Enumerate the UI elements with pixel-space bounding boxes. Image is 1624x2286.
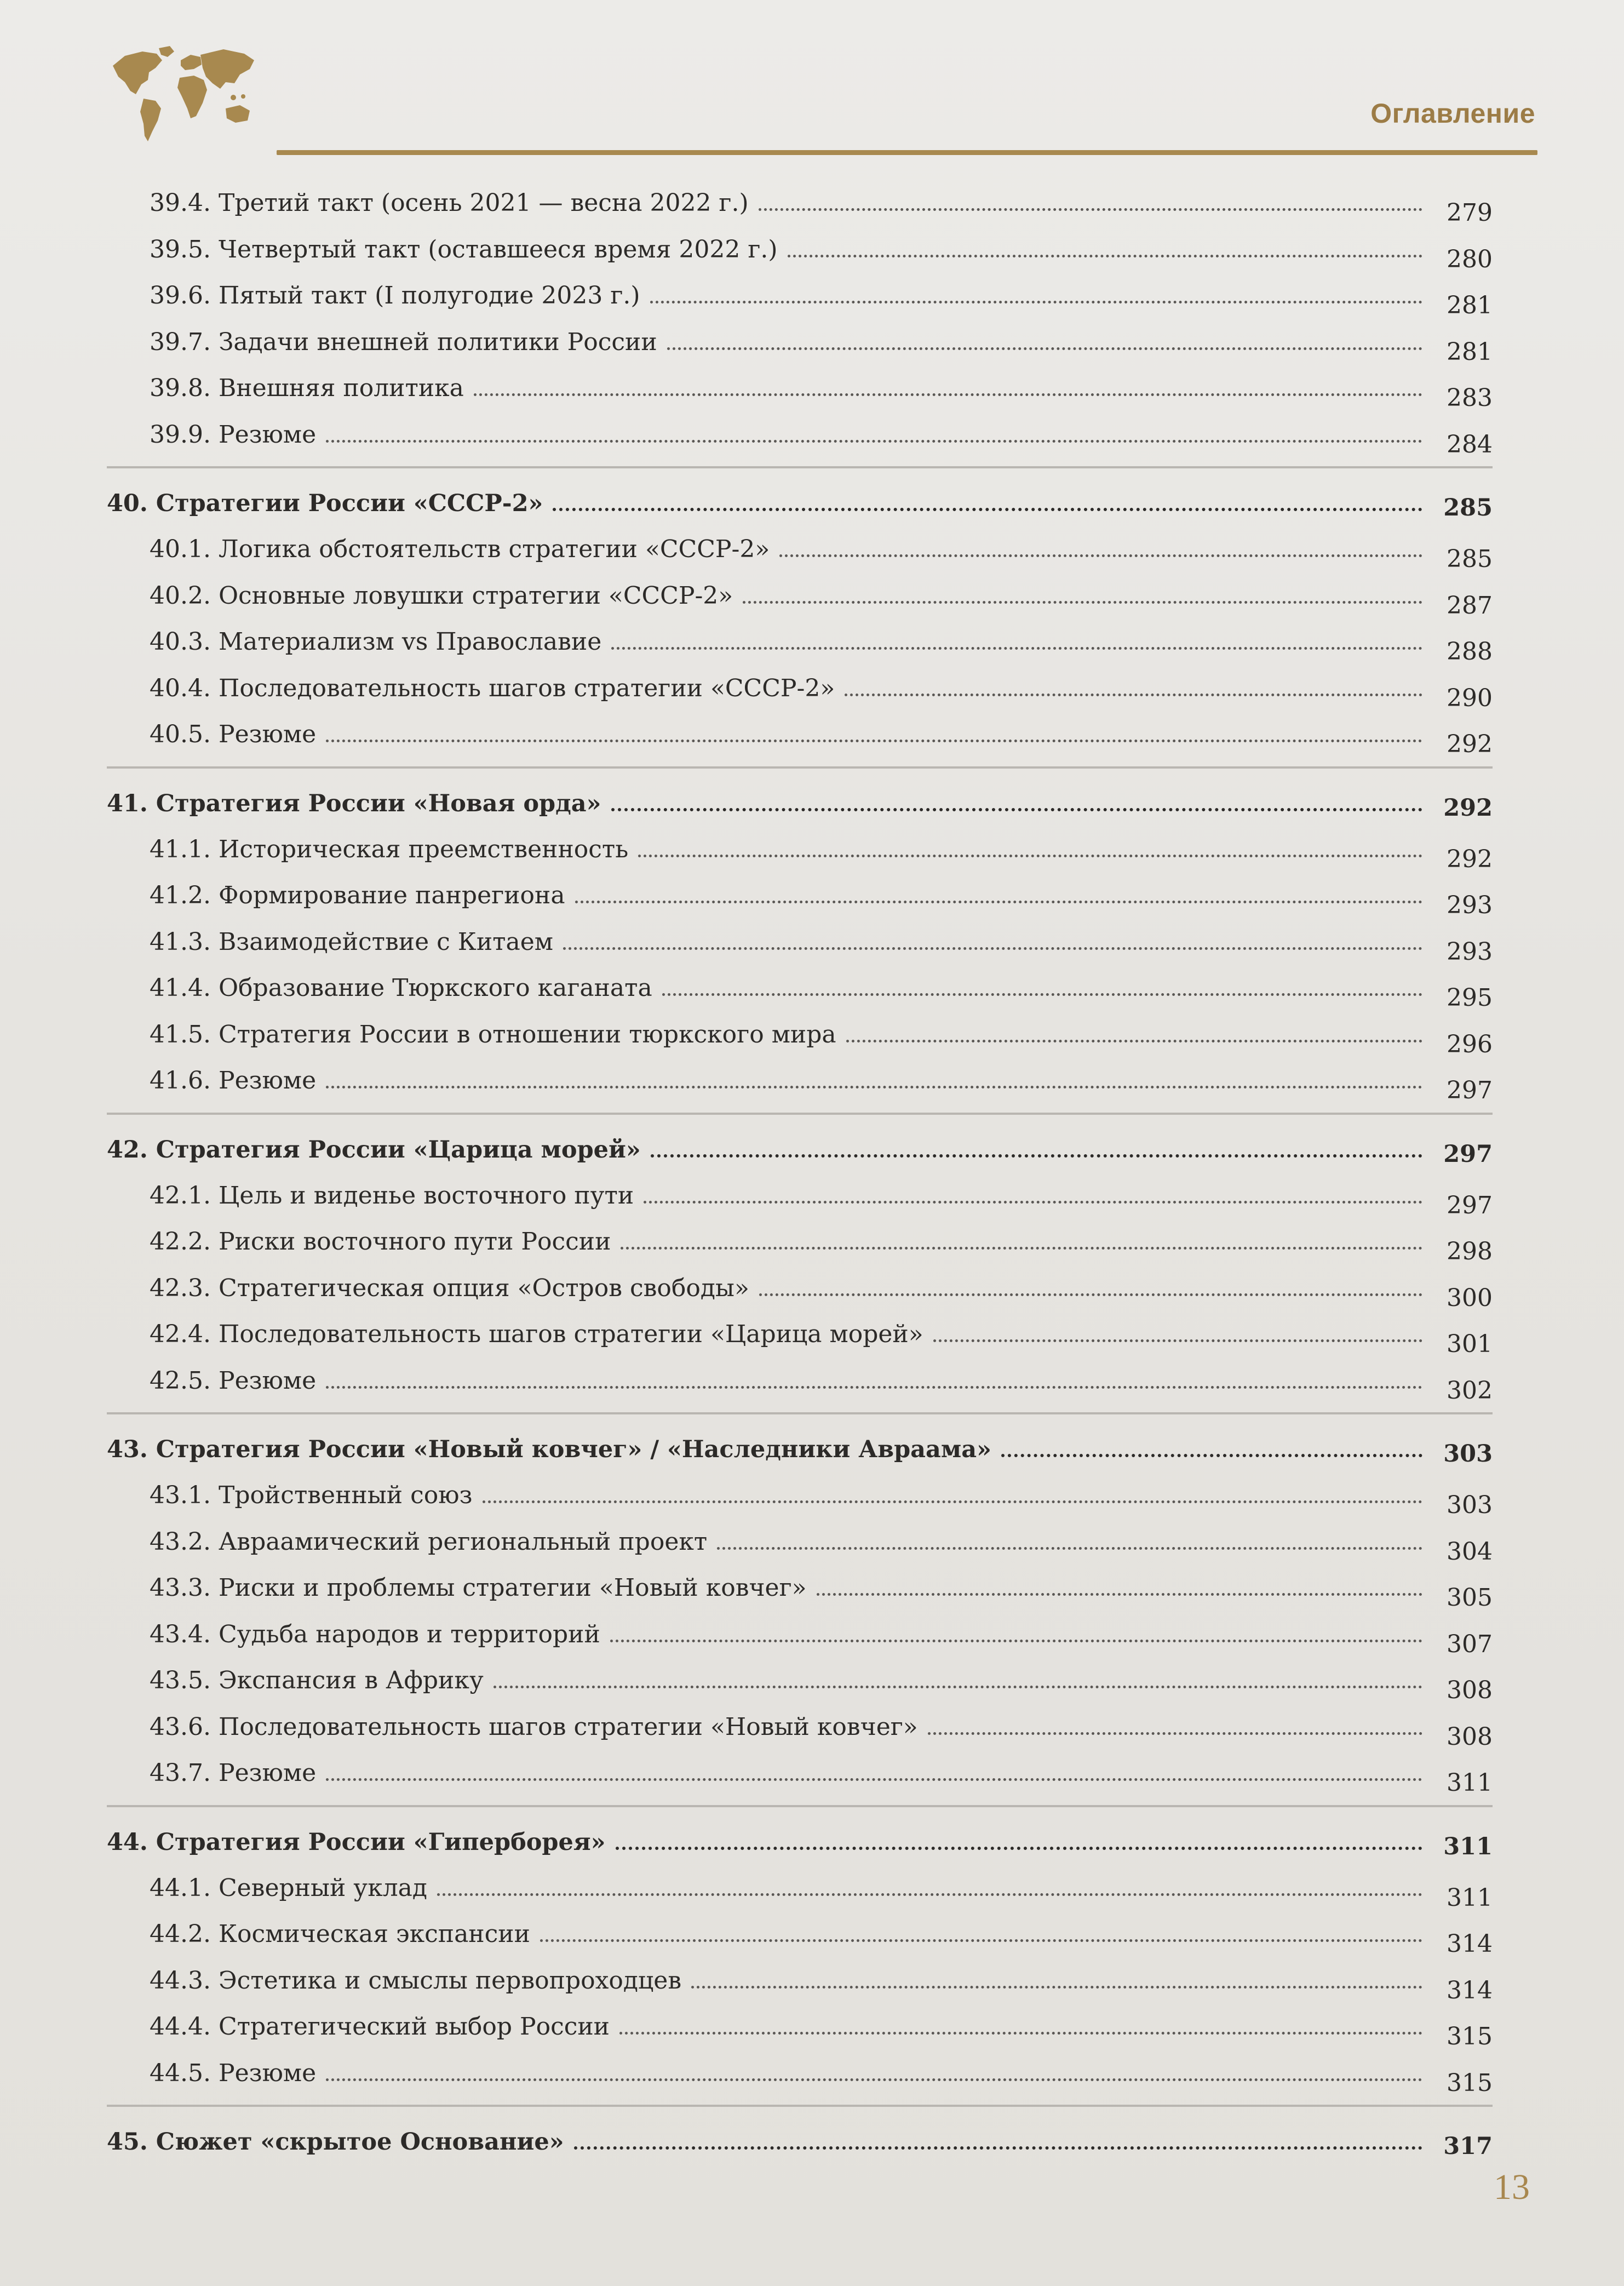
toc-page-number: 281 (1447, 337, 1493, 366)
toc-page-number: 295 (1447, 984, 1493, 1012)
toc-page-number: 303 (1443, 1440, 1493, 1468)
dot-leader (437, 1893, 1422, 1896)
toc-entry-number: 41.5. (150, 1020, 211, 1049)
toc-page-number: 298 (1447, 1237, 1493, 1265)
toc-section-row (107, 1359, 1493, 1405)
toc-entry-number: 44.1. (150, 1874, 211, 1902)
toc-page-number: 315 (1447, 2023, 1493, 2050)
toc-section-row (107, 181, 1493, 227)
section-title: Оглавление (1370, 98, 1535, 129)
toc-entry-text: Внешняя политика (218, 374, 464, 402)
toc-entry-number: 41.4. (150, 974, 211, 1002)
toc-entry-text: Историческая преемственность (218, 835, 629, 863)
toc-page-number: 308 (1447, 1676, 1493, 1704)
toc-entry-text: Судьба народов и территорий (218, 1620, 600, 1648)
toc-entry-title (107, 419, 316, 450)
toc-entry-text: Резюме (218, 420, 317, 449)
dot-leader (651, 1154, 1422, 1158)
toc-entry-title (107, 2011, 610, 2042)
toc-entry-text: Материализм vs Православие (218, 628, 602, 656)
toc-entry-title (107, 626, 601, 657)
toc-chapter-row (107, 769, 1493, 827)
toc-entry-number: 43.7. (150, 1759, 211, 1787)
toc-entry-text: Основные ловушки стратегии «СССР-2» (218, 581, 733, 610)
toc-page-number: 317 (1443, 2133, 1493, 2160)
toc-entry-title (107, 719, 316, 750)
dot-leader (493, 1686, 1422, 1688)
toc-page-number: 280 (1447, 245, 1493, 273)
toc-entry-title (107, 2058, 316, 2089)
toc-page-number: 302 (1447, 1376, 1493, 1405)
toc-entry-text: Стратегия России «Царица морей» (156, 1136, 641, 1164)
toc-section-row (107, 1566, 1493, 1612)
toc-entry-title (107, 880, 565, 911)
toc-page-number: 290 (1447, 684, 1493, 712)
toc-entry-text: Стратегия России «Новый ковчег» / «Наследники Авраама» (156, 1436, 991, 1463)
toc-section-row (107, 1866, 1493, 1912)
toc-page-number: 279 (1447, 199, 1493, 227)
toc-entry-number: 43.2. (150, 1527, 211, 1556)
toc-page-number: 311 (1443, 1832, 1493, 1860)
toc-entry-number: 43.1. (150, 1481, 211, 1509)
toc-page-number: 293 (1447, 937, 1493, 966)
toc-page-number: 292 (1447, 845, 1493, 873)
world-map-icon (108, 44, 256, 145)
toc-section-row (107, 527, 1493, 574)
toc-entry-title (107, 1665, 484, 1696)
toc-entry-number: 42.2. (150, 1228, 211, 1256)
toc-page-number: 297 (1447, 1076, 1493, 1104)
toc-entry-number: 42.3. (150, 1274, 211, 1302)
toc-entry-title (107, 1619, 600, 1650)
toc-entry-title (107, 926, 553, 958)
toc-entry-text: Пятый такт (I полугодие 2023 г.) (218, 282, 640, 310)
toc-section-row (107, 620, 1493, 666)
toc-page-number: 315 (1447, 2069, 1493, 2097)
dot-leader (611, 647, 1422, 650)
toc-entry-text: Экспансия в Африку (218, 1666, 484, 1694)
toc-entry-number: 42. (107, 1136, 148, 1164)
toc-page-number: 283 (1447, 384, 1493, 412)
toc-entry-text: Северный уклад (218, 1874, 427, 1902)
toc-page-number: 296 (1447, 1030, 1493, 1058)
toc-entry-number: 43.6. (150, 1712, 211, 1741)
toc-entry-number: 41.1. (150, 835, 211, 863)
dot-leader (1001, 1454, 1422, 1457)
toc-section-row (107, 920, 1493, 966)
dot-leader (928, 1732, 1422, 1735)
toc-entry-text: Сюжет «скрытое Основание» (156, 2128, 564, 2156)
toc-entry-title (107, 673, 835, 704)
toc-page-number: 285 (1443, 494, 1493, 522)
dot-leader (667, 347, 1422, 350)
toc-section-row (107, 1658, 1493, 1705)
toc-entry-text: Космическая экспансии (218, 1920, 530, 1948)
toc-entry-text: Резюме (218, 1366, 317, 1395)
toc-entry-number: 41.6. (150, 1067, 211, 1095)
toc-entry-number: 44.5. (150, 2059, 211, 2087)
header-divider (277, 150, 1537, 155)
toc-entry-title (107, 1526, 707, 1557)
toc-entry-number: 42.4. (150, 1320, 211, 1348)
toc-entry-title (107, 488, 543, 519)
toc-entry-title (107, 834, 628, 865)
toc-page-number: 301 (1447, 1330, 1493, 1358)
toc-entry-text: Цель и виденье восточного пути (218, 1181, 634, 1210)
toc-page-number: 308 (1447, 1722, 1493, 1751)
toc-page-number: 297 (1443, 1140, 1493, 1168)
dot-leader (621, 1247, 1422, 1250)
toc-entry-title (107, 580, 733, 611)
toc-entry-title (107, 1019, 836, 1050)
toc-entry-text: Формирование панрегиона (218, 881, 565, 909)
toc-entry-title (107, 1918, 530, 1950)
toc-section-row (107, 1612, 1493, 1659)
toc-section-row (107, 273, 1493, 320)
toc-entry-title (107, 2127, 564, 2158)
toc-section-row (107, 1473, 1493, 1520)
toc-entry-number: 39.7. (150, 328, 211, 356)
toc-entry-text: Задачи внешней политики России (218, 328, 657, 356)
toc-entry-text: Третий такт (осень 2021 — весна 2022 г.) (218, 189, 749, 217)
dot-leader (326, 1386, 1422, 1389)
toc-entry-number: 41.3. (150, 927, 211, 956)
toc-entry-number: 44. (107, 1828, 148, 1856)
toc-chapter-row (107, 1414, 1493, 1473)
toc-entry-text: Резюме (218, 1067, 317, 1095)
toc-chapter-row (107, 1807, 1493, 1866)
toc-section-row (107, 966, 1493, 1012)
toc-entry-title (107, 1827, 606, 1858)
toc-entry-text: Авраамический региональный проект (218, 1527, 708, 1556)
dot-leader (638, 855, 1422, 857)
toc-entry-text: Стратегический выбор России (218, 2013, 610, 2041)
toc-page-number: 311 (1447, 1769, 1493, 1797)
toc-entry-text: Последовательность шагов стратегии «Новый ковчег» (218, 1712, 918, 1741)
toc-entry-title (107, 373, 464, 404)
toc-entry-title (107, 187, 749, 219)
toc-entry-text: Риски и проблемы стратегии «Новый ковчег» (218, 1574, 807, 1602)
toc-chapter-row (107, 1115, 1493, 1173)
toc-page-number: 305 (1447, 1584, 1493, 1612)
dot-leader (326, 740, 1422, 742)
toc-page-number: 297 (1447, 1191, 1493, 1219)
toc-page-number: 281 (1447, 291, 1493, 319)
toc-entry-title (107, 534, 770, 565)
toc-entry-title (107, 1226, 611, 1257)
toc-section-row (107, 1219, 1493, 1266)
toc-section-row (107, 574, 1493, 620)
toc-entry-number: 44.3. (150, 1966, 211, 1995)
toc-page-number: 285 (1447, 545, 1493, 573)
toc-entry-title (107, 1480, 473, 1511)
toc-entry-title (107, 1365, 316, 1396)
toc-page-number: 304 (1447, 1537, 1493, 1566)
toc-page-number: 300 (1447, 1284, 1493, 1312)
toc-entry-title (107, 1065, 316, 1096)
toc-page-number: 284 (1447, 430, 1493, 459)
toc-section-row (107, 320, 1493, 366)
page-number: 13 (1494, 2167, 1530, 2207)
toc-section-row (107, 1058, 1493, 1105)
toc-page-number: 303 (1447, 1491, 1493, 1519)
dot-leader (611, 808, 1422, 811)
toc-section-row (107, 1912, 1493, 1958)
toc-entry-number: 40. (107, 490, 148, 517)
toc-entry-text: Стратегия России «Новая орда» (156, 789, 601, 817)
toc-entry-number: 43.4. (150, 1620, 211, 1648)
dot-leader (933, 1339, 1422, 1342)
toc-entry-number: 41.2. (150, 881, 211, 909)
dot-leader (616, 1847, 1423, 1850)
toc-entry-text: Стратегия России «Гиперборея» (156, 1828, 606, 1856)
toc-entry-text: Резюме (218, 720, 317, 748)
dot-leader (717, 1547, 1422, 1550)
toc-page-number: 292 (1447, 730, 1493, 758)
toc-entry-text: Четвертый такт (оставшееся время 2022 г.) (218, 235, 778, 263)
toc-entry-title (107, 1757, 316, 1789)
dot-leader (474, 393, 1422, 396)
toc-entry-number: 45. (107, 2128, 148, 2156)
toc-section-row (107, 1520, 1493, 1566)
dot-leader (326, 2078, 1422, 2081)
toc-page-number: 288 (1447, 638, 1493, 666)
dot-leader (619, 2032, 1422, 2035)
toc-entry-title (107, 1180, 634, 1211)
dot-leader (575, 901, 1422, 903)
dot-leader (845, 694, 1422, 696)
dot-leader (788, 255, 1422, 257)
toc-entry-number: 44.4. (150, 2013, 211, 2041)
toc-entry-text: Резюме (218, 1759, 317, 1787)
dot-leader (326, 1086, 1422, 1088)
toc-page-number: 314 (1447, 1930, 1493, 1958)
toc-entry-number: 42.1. (150, 1181, 211, 1210)
toc-entry-title (107, 234, 778, 265)
toc-entry-title (107, 1572, 807, 1603)
toc-entry-text: Стратегия России в отношении тюркского мира (218, 1020, 836, 1049)
toc-section-row (107, 1173, 1493, 1220)
toc-chapter-row (107, 468, 1493, 527)
toc-section-row (107, 1012, 1493, 1059)
dot-leader (662, 993, 1422, 996)
dot-leader (326, 440, 1422, 443)
toc-section-row (107, 227, 1493, 274)
toc-entry-text: Риски восточного пути России (218, 1228, 611, 1256)
toc-entry-text: Образование Тюркского каганата (218, 974, 652, 1002)
toc-entry-title (107, 1273, 749, 1304)
dot-leader (650, 301, 1422, 303)
toc-entry-title (107, 1711, 918, 1743)
toc-entry-title (107, 788, 601, 820)
toc-entry-number: 40.5. (150, 720, 211, 748)
toc-entry-text: Стратегическая опция «Остров свободы» (218, 1274, 749, 1302)
dot-leader (553, 508, 1422, 511)
toc-entry-text: Последовательность шагов стратегии «Царица морей» (218, 1320, 923, 1348)
toc-entry-number: 44.2. (150, 1920, 211, 1948)
toc-entry-title (107, 972, 652, 1004)
dot-leader (759, 1293, 1422, 1296)
toc-entry-number: 39.9. (150, 420, 211, 449)
dot-leader (326, 1778, 1422, 1781)
toc-entry-title (107, 1135, 641, 1166)
toc-entry-text: Стратегии России «СССР-2» (156, 490, 543, 517)
toc-entry-title (107, 326, 657, 358)
toc-entry-number: 41. (107, 789, 148, 817)
dot-leader (540, 1939, 1422, 1942)
toc-entry-number: 39.5. (150, 235, 211, 263)
toc-chapter-row (107, 2107, 1493, 2165)
toc-section-row (107, 666, 1493, 713)
dot-leader (610, 1640, 1422, 1642)
toc-section-row (107, 2051, 1493, 2098)
toc-entry-title (107, 280, 640, 311)
toc-entry-title (107, 1434, 991, 1465)
toc-entry-text: Тройственный союз (218, 1481, 473, 1509)
dot-leader (691, 1986, 1422, 1989)
dot-leader (483, 1500, 1422, 1503)
toc-entry-text: Взаимодействие с Китаем (218, 927, 553, 956)
toc-entry-number: 40.2. (150, 581, 211, 610)
toc-page-number: 314 (1447, 1976, 1493, 2004)
toc-entry-number: 42.5. (150, 1366, 211, 1395)
toc-page-number: 292 (1443, 794, 1493, 822)
toc-entry-text: Последовательность шагов стратегии «СССР-2» (218, 674, 835, 702)
toc-section-row (107, 1751, 1493, 1797)
toc-entry-number: 39.4. (150, 189, 211, 217)
toc-entry-number: 43.3. (150, 1574, 211, 1602)
toc-entry-number: 40.3. (150, 628, 211, 656)
dot-leader (574, 2146, 1422, 2150)
dot-leader (644, 1201, 1422, 1204)
toc-section-row (107, 873, 1493, 920)
table-of-contents (107, 181, 1493, 2165)
toc-entry-title (107, 1872, 427, 1904)
dot-leader (817, 1593, 1422, 1596)
dot-leader (563, 947, 1422, 950)
toc-section-row (107, 412, 1493, 459)
toc-page-number: 307 (1447, 1630, 1493, 1658)
dot-leader (779, 554, 1422, 557)
dot-leader (759, 208, 1422, 211)
toc-page-number: 293 (1447, 891, 1493, 919)
toc-section-row (107, 1266, 1493, 1313)
toc-entry-number: 39.6. (150, 282, 211, 310)
toc-entry-text: Эстетика и смыслы первопроходцев (218, 1966, 682, 1995)
dot-leader (743, 601, 1422, 604)
toc-section-row (107, 2004, 1493, 2051)
toc-entry-number: 39.8. (150, 374, 211, 402)
toc-section-row (107, 712, 1493, 759)
dot-leader (846, 1040, 1422, 1042)
toc-entry-text: Резюме (218, 2059, 317, 2087)
toc-section-row (107, 1958, 1493, 2005)
toc-entry-number: 40.4. (150, 674, 211, 702)
toc-entry-number: 43.5. (150, 1666, 211, 1694)
toc-entry-number: 43. (107, 1436, 148, 1463)
toc-page-number: 311 (1447, 1883, 1493, 1912)
toc-section-row (107, 1705, 1493, 1751)
toc-section-row (107, 827, 1493, 874)
toc-page-number: 287 (1447, 591, 1493, 620)
toc-section-row (107, 366, 1493, 412)
toc-entry-title (107, 1319, 923, 1350)
toc-section-row (107, 1312, 1493, 1359)
toc-entry-title (107, 1965, 681, 1996)
toc-entry-text: Логика обстоятельств стратегии «СССР-2» (218, 535, 770, 563)
toc-entry-number: 40.1. (150, 535, 211, 563)
